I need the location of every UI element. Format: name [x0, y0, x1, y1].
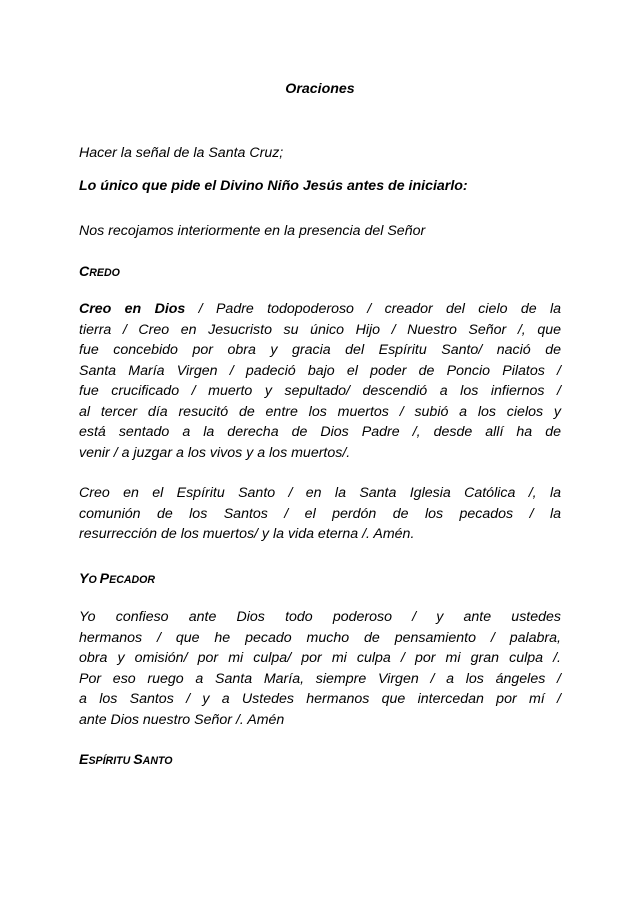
credo-p1-line: está sentado a la derecha de Dios Padre /, desde allí ha de — [79, 424, 561, 440]
page-title: Oraciones — [285, 81, 355, 97]
yo-pecador-line: Yo confieso ante Dios todo poderoso / y ante ustedes — [79, 609, 561, 625]
credo-p2-line: comunión de los Santos / el perdón de los pecados / la — [79, 505, 561, 522]
credo-p1-lead: Creo en Dios — [79, 301, 186, 317]
credo-p1-line: tierra / Creo en Jesucristo su único Hijo / Nuestro Señor /, que — [79, 321, 561, 338]
yo-pecador-line: hermanos / que he pecado mucho de pensamiento / palabra, — [79, 629, 561, 646]
credo-p1-line: Creo en Dios / Padre todopoderoso / creador del cielo de la — [79, 301, 562, 317]
yo-pecador-line: a los Santos / y a Ustedes hermanos que intercedan por mí / — [79, 691, 561, 707]
credo-p1-line: fue crucificado / muerto y sepultado/ descendió a los infiernos / — [79, 383, 561, 399]
intro-instruction: Lo único que pide el Divino Niño Jesús antes de iniciarlo: — [79, 178, 468, 194]
intro-recollection: Nos recojamos interiormente en la presencia del Señor — [79, 223, 426, 239]
credo-p1-line: Santa María Virgen / padeció bajo el poder de Poncio Pilatos / — [79, 362, 561, 379]
yo-pecador-paragraph — [79, 607, 561, 730]
credo-p1-line: venir / a juzgar a los vivos y a los muertos/. — [79, 444, 351, 461]
credo-p2-line: resurrección de los muertos/ y la vida eterna /. Amén. — [79, 526, 415, 542]
credo-paragraph-2 — [79, 483, 561, 545]
yo-pecador-line: obra y omisión/ por mi culpa/ por mi culpa / por mi gran culpa /. — [79, 650, 561, 666]
yo-pecador-line: ante Dios nuestro Señor /. Amén — [79, 711, 285, 728]
heading-espiritu-santo: ESPÍRITU SANTO — [79, 752, 173, 768]
credo-p2-line: Creo en el Espíritu Santo / en la Santa Iglesia Católica /, la — [79, 485, 561, 501]
heading-yo-pecador: YO PECADOR — [79, 571, 156, 587]
yo-pecador-line: Por eso ruego a Santa María, siempre Virgen / a los ángeles / — [79, 670, 561, 687]
heading-credo-initial: C — [79, 264, 90, 280]
intro-sign-of-cross: Hacer la señal de la Santa Cruz; — [79, 145, 284, 161]
credo-paragraph-1 — [79, 299, 561, 463]
credo-p1-line: al tercer día resucitó de entre los muertos / subió a los cielos y — [79, 403, 561, 420]
heading-credo — [79, 262, 120, 283]
heading-credo-rest: REDO — [89, 267, 120, 279]
credo-p1-line: fue concebido por obra y gracia del Espíritu Santo/ nació de — [79, 342, 561, 358]
